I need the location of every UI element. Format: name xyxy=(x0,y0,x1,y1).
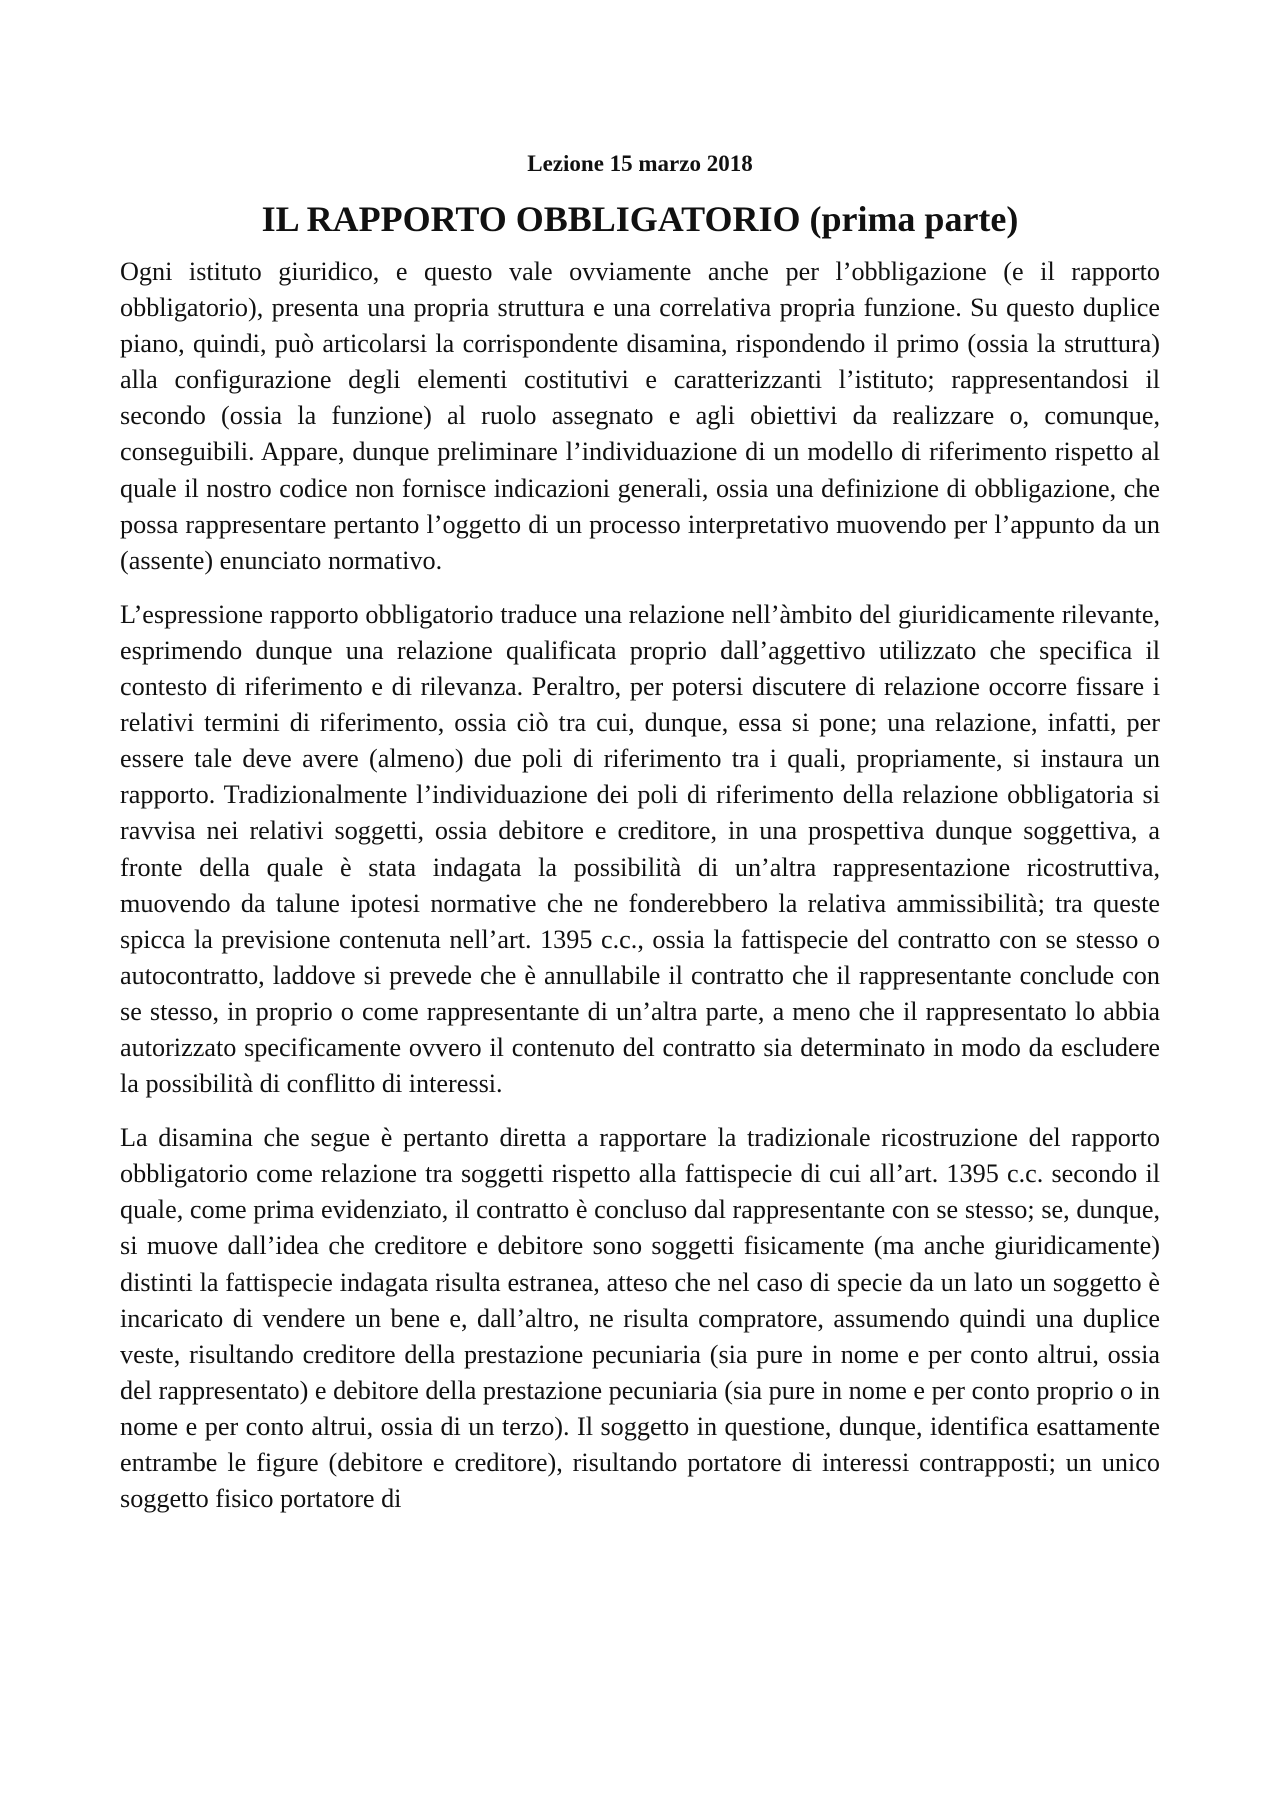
paragraph-1: Ogni istituto giuridico, e questo vale ovviamente anche per l’obbligazione (e il rapporto obbligatorio), presenta una propria struttura e una correlativa propria funzione. Su questo duplice piano, quindi, può articolarsi la corrispondente disamina, rispondendo il primo (ossia la struttura) alla configurazione degli elementi costitutivi e caratterizzanti l’istituto; rappresentandosi il secondo (ossia la funzione) al ruolo assegnato e agli obiettivi da realizzare o, comunque, conseguibili. Appare, dunque preliminare l’individuazione di un modello di riferimento rispetto al quale il nostro codice non fornisce indicazioni generali, ossia una definizione di obbligazione, che possa rappresentare pertanto l’oggetto di un processo interpretativo muovendo per l’appunto da un (assente) enunciato normativo. xyxy=(120,257,1160,575)
document-title: IL RAPPORTO OBBLIGATORIO (prima parte) xyxy=(261,199,1019,239)
lesson-date-heading: Lezione 15 marzo 2018 xyxy=(527,151,753,176)
paragraph-3: La disamina che segue è pertanto diretta a rapportare la tradizionale ricostruzione del rapporto obbligatorio come relazione tra soggetti rispetto alla fattispecie di cui all’art. 1395 c.c. secondo il quale, come prima evidenziato, il contratto è concluso dal rappresentante con se stesso; se, dunque, si muove dall’idea che creditore e debitore sono soggetti fisicamente (ma anche giuridicamente) distinti la fattispecie indagata risulta estranea, atteso che nel caso di specie da un lato un soggetto è incaricato di vendere un bene e, dall’altro, ne risulta compratore, assumendo quindi una duplice veste, risultando creditore della prestazione pecuniaria (sia pure in nome e per conto altrui, ossia del rappresentato) e debitore della prestazione pecuniaria (sia pure in nome e per conto proprio o in nome e per conto altrui, ossia di un terzo). Il soggetto in questione, dunque, identifica esattamente entrambe le figure (debitore e creditore), risultando portatore di interessi contrapposti; un unico soggetto fisico portatore di xyxy=(120,1123,1160,1514)
document-page xyxy=(120,150,1160,1535)
paragraph-2: L’espressione rapporto obbligatorio traduce una relazione nell’àmbito del giuridicamente rilevante, esprimendo dunque una relazione qualificata proprio dall’aggettivo utilizzato che specifica il contesto di riferimento e di rilevanza. Peraltro, per potersi discutere di relazione occorre fissare i relativi termini di riferimento, ossia ciò tra cui, dunque, essa si pone; una relazione, infatti, per essere tale deve avere (almeno) due poli di riferimento tra i quali, propriamente, si instaura un rapporto. Tradizionalmente l’individuazione dei poli di riferimento della relazione obbligatoria si ravvisa nei relativi soggetti, ossia debitore e creditore, in una prospettiva dunque soggettiva, a fronte della quale è stata indagata la possibilità di un’altra rappresentazione ricostruttiva, muovendo da talune ipotesi normative che ne fonderebbero la relativa ammissibilità; tra queste spicca la previsione contenuta nell’art. 1395 c.c., ossia la fattispecie del contratto con se stesso o autocontratto, laddove si prevede che è annullabile il contratto che il rappresentante conclude con se stesso, in proprio o come rappresentante di un’altra parte, a meno che il rappresentato lo abbia autorizzato specificamente ovvero il contenuto del contratto sia determinato in modo da escludere la possibilità di conflitto di interessi. xyxy=(120,599,1160,1099)
